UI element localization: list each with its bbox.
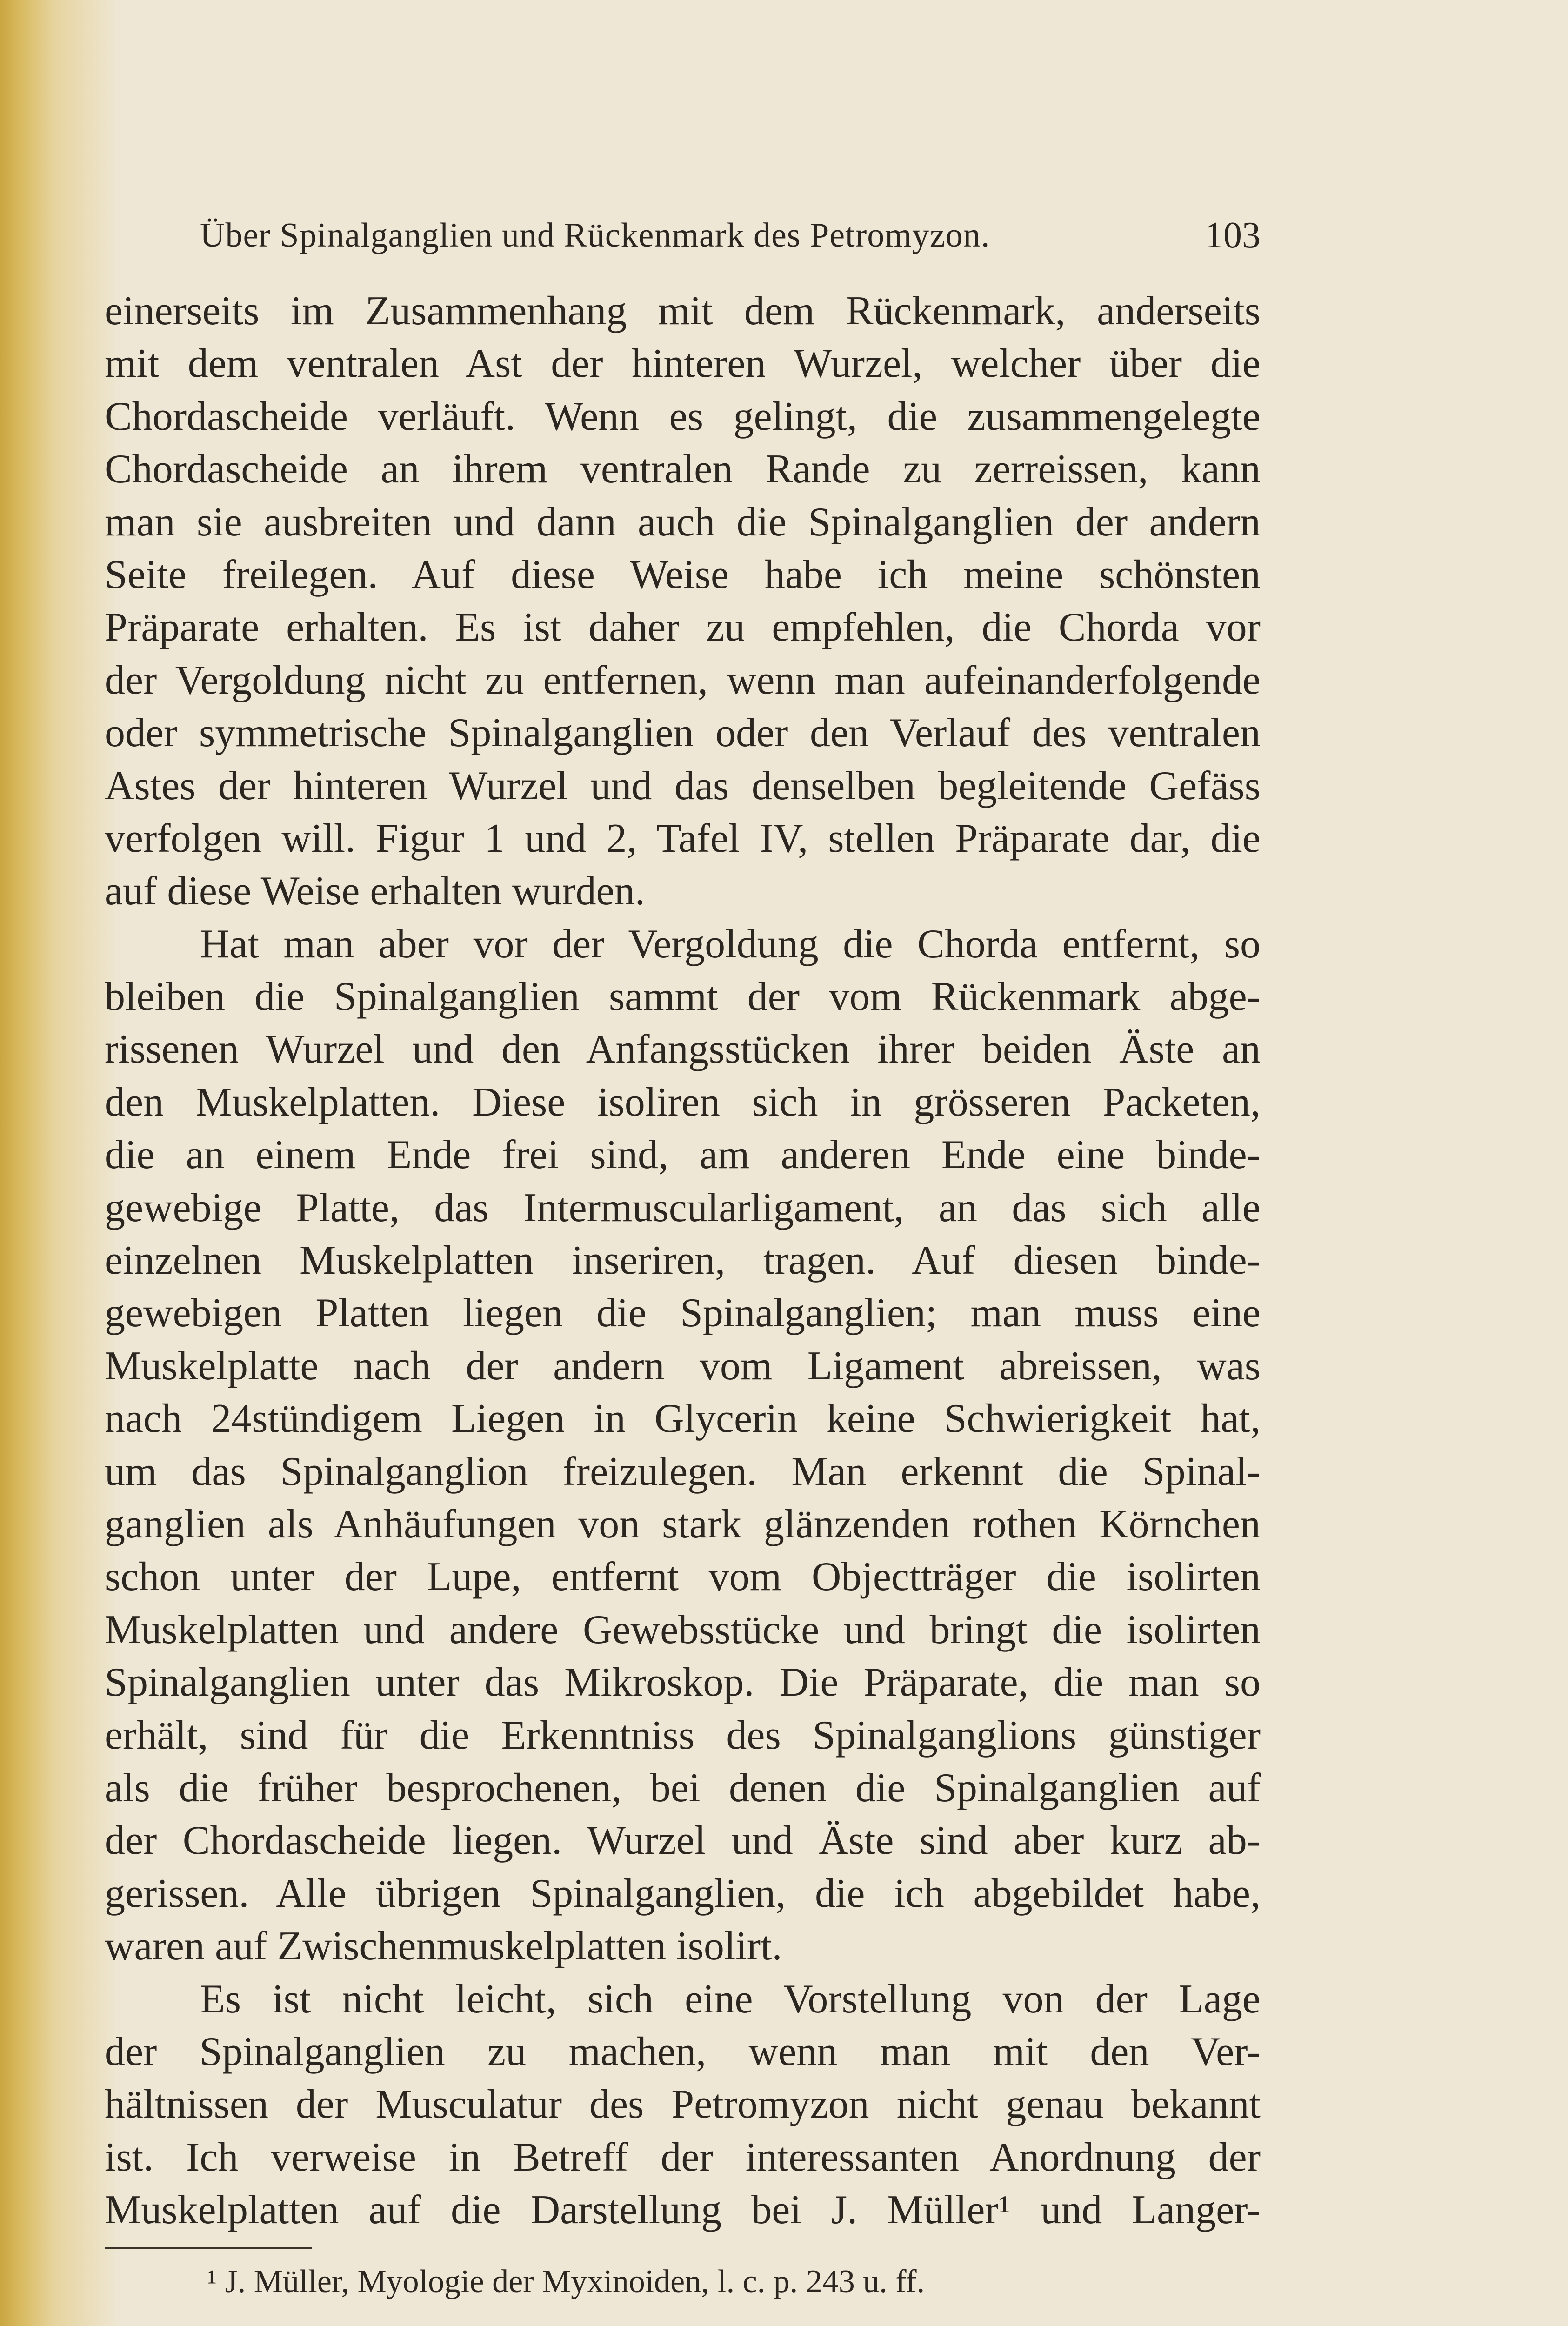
text-line: bleiben die Spinalganglien sammt der vom Rückenmark abge- [105,974,1261,1020]
text-line: mit dem ventralen Ast der hinteren Wurzel, welcher über die [105,341,1261,387]
text-line: Muskelplatten und andere Gewebsstücke und bringt die isolirten [105,1607,1261,1652]
text-line: Hat man aber vor der Vergoldung die Chorda entfernt, so [200,921,1261,967]
text-line: man sie ausbreiten und dann auch die Spinalganglien der andern [105,499,1261,545]
text-line: als die früher besprochenen, bei denen die Spinalganglien auf [105,1765,1261,1811]
text-line: verfolgen will. Figur 1 und 2, Tafel IV, stellen Präparate dar, die [105,815,1261,861]
footnote: ¹ J. Müller, Myologie der Myxinoiden, l. c. p. 243 u. ff. [207,2264,925,2299]
text-line: die an einem Ende frei sind, am anderen Ende eine binde- [105,1132,1261,1178]
text-line: auf diese Weise erhalten wurden. [105,869,645,914]
text-line: Spinalganglien unter das Mikroskop. Die Präparate, die man so [105,1660,1261,1705]
paragraph [105,1973,1261,2237]
text-line: hältnissen der Musculatur des Petromyzon nicht genau bekannt [105,2082,1261,2127]
text-line: Astes der hinteren Wurzel und das denselben begleitende Gefäss [105,763,1261,809]
text-line: erhält, sind für die Erkenntniss des Spinalganglions günstiger [105,1712,1261,1758]
page-header [105,209,1261,262]
page-number: 103 [1205,215,1261,256]
text-line: Muskelplatten auf die Darstellung bei J. Müller¹ und Langer- [105,2187,1261,2233]
text-line: Seite freilegen. Auf diese Weise habe ich meine schönsten [105,552,1261,597]
text-line: waren auf Zwischenmuskelplatten isolirt. [105,1924,782,1969]
text-line: oder symmetrische Spinalganglien oder den Verlauf des ventralen [105,710,1261,756]
text-line: rissenen Wurzel und den Anfangsstücken ihrer beiden Äste an [105,1027,1261,1072]
text-line: der Chordascheide liegen. Wurzel und Äste sind aber kurz ab- [105,1818,1261,1864]
text-line: nach 24stündigem Liegen in Glycerin keine Schwierigkeit hat, [105,1396,1261,1442]
text-line: der Spinalganglien zu machen, wenn man mit den Ver- [105,2029,1261,2074]
text-line: einerseits im Zusammenhang mit dem Rückenmark, anderseits [105,288,1261,334]
text-line: den Muskelplatten. Diese isoliren sich in grösseren Packeten, [105,1079,1261,1125]
text-line: gerissen. Alle übrigen Spinalganglien, die ich abgebildet habe, [105,1871,1261,1916]
text-line: gewebige Platte, das Intermuscularligament, an das sich alle [105,1185,1261,1230]
text-line: ist. Ich verweise in Betreff der interessanten Anordnung der [105,2134,1261,2180]
text-line: ganglien als Anhäufungen von stark glänzenden rothen Körnchen [105,1501,1261,1547]
footnote-separator [105,2247,312,2249]
text-line: Chordascheide an ihrem ventralen Rande zu zerreissen, kann [105,447,1261,492]
text-line: Es ist nicht leicht, sich eine Vorstellung von der Lage [200,1976,1261,2022]
text-line: einzelnen Muskelplatten inseriren, tragen. Auf diesen binde- [105,1238,1261,1283]
text-line: gewebigen Platten liegen die Spinalganglien; man muss eine [105,1290,1261,1336]
text-line: Chordascheide verläuft. Wenn es gelingt, die zusammengelegte [105,394,1261,439]
body-text [105,285,1261,2236]
paragraph [105,285,1261,918]
book-binding-edge [0,0,121,2326]
text-line: Präparate erhalten. Es ist daher zu empfehlen, die Chorda vor [105,605,1261,650]
text-line: der Vergoldung nicht zu entfernen, wenn man aufeinanderfolgende [105,657,1261,703]
running-title: Über Spinalganglien und Rückenmark des Petromyzon. [200,216,990,254]
text-line: Muskelplatte nach der andern vom Ligament abreissen, was [105,1343,1261,1389]
text-line: schon unter der Lupe, entfernt vom Objectträger die isolirten [105,1554,1261,1600]
paragraph [105,918,1261,1973]
text-line: um das Spinalganglion freizulegen. Man erkennt die Spinal- [105,1449,1261,1494]
